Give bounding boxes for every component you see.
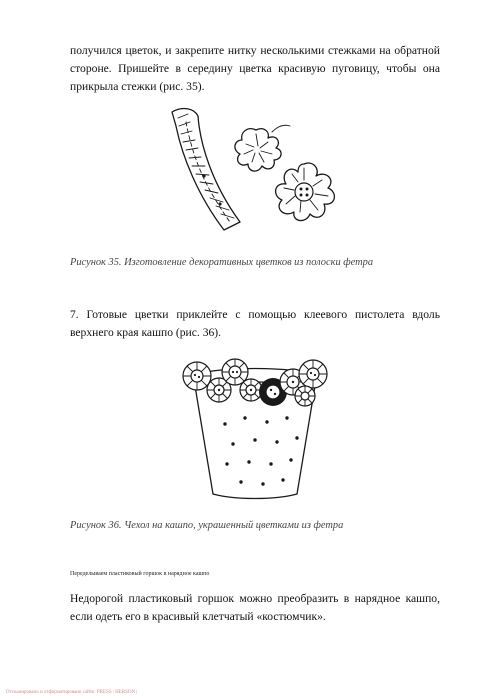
figure-35-caption: Рисунок 35. Изготовление декоративных цветков из полоски фетра: [70, 257, 374, 268]
felt-strip: [172, 109, 240, 230]
figure-35-illustration: [160, 104, 340, 234]
figure-36-illustration: [175, 346, 335, 501]
paragraph-bottom: Недорогой пластиковый горшок можно преобразить в нарядное кашпо, если одеть его в красивый клетчатый «костюмчик».: [70, 592, 440, 623]
footer-watermark: Отсканировано и отформатировано сайте: PRESS | HERSON |: [6, 690, 138, 695]
gathered-flower: [235, 125, 290, 171]
section-heading: Переделываем пластиковый горшок в нарядное кашпо: [70, 571, 210, 577]
flower-with-button: [276, 163, 335, 220]
rim-flowers: [183, 359, 327, 406]
pot-dots: [223, 416, 298, 485]
figure-36-caption: Рисунок 36. Чехол на кашпо, украшенный цветками из фетра: [70, 520, 344, 531]
step-7-text: 7. Готовые цветки приклейте с помощью клеевого пистолета вдоль верхнего края кашпо (рис. 36).: [70, 308, 440, 339]
paragraph-top: получился цветок, и закрепите нитку несколькими стежками на обратной стороне. Пришейте в середину цветка красивую пуговицу, чтобы она прикрыла стежки (рис. 35).: [70, 44, 440, 93]
